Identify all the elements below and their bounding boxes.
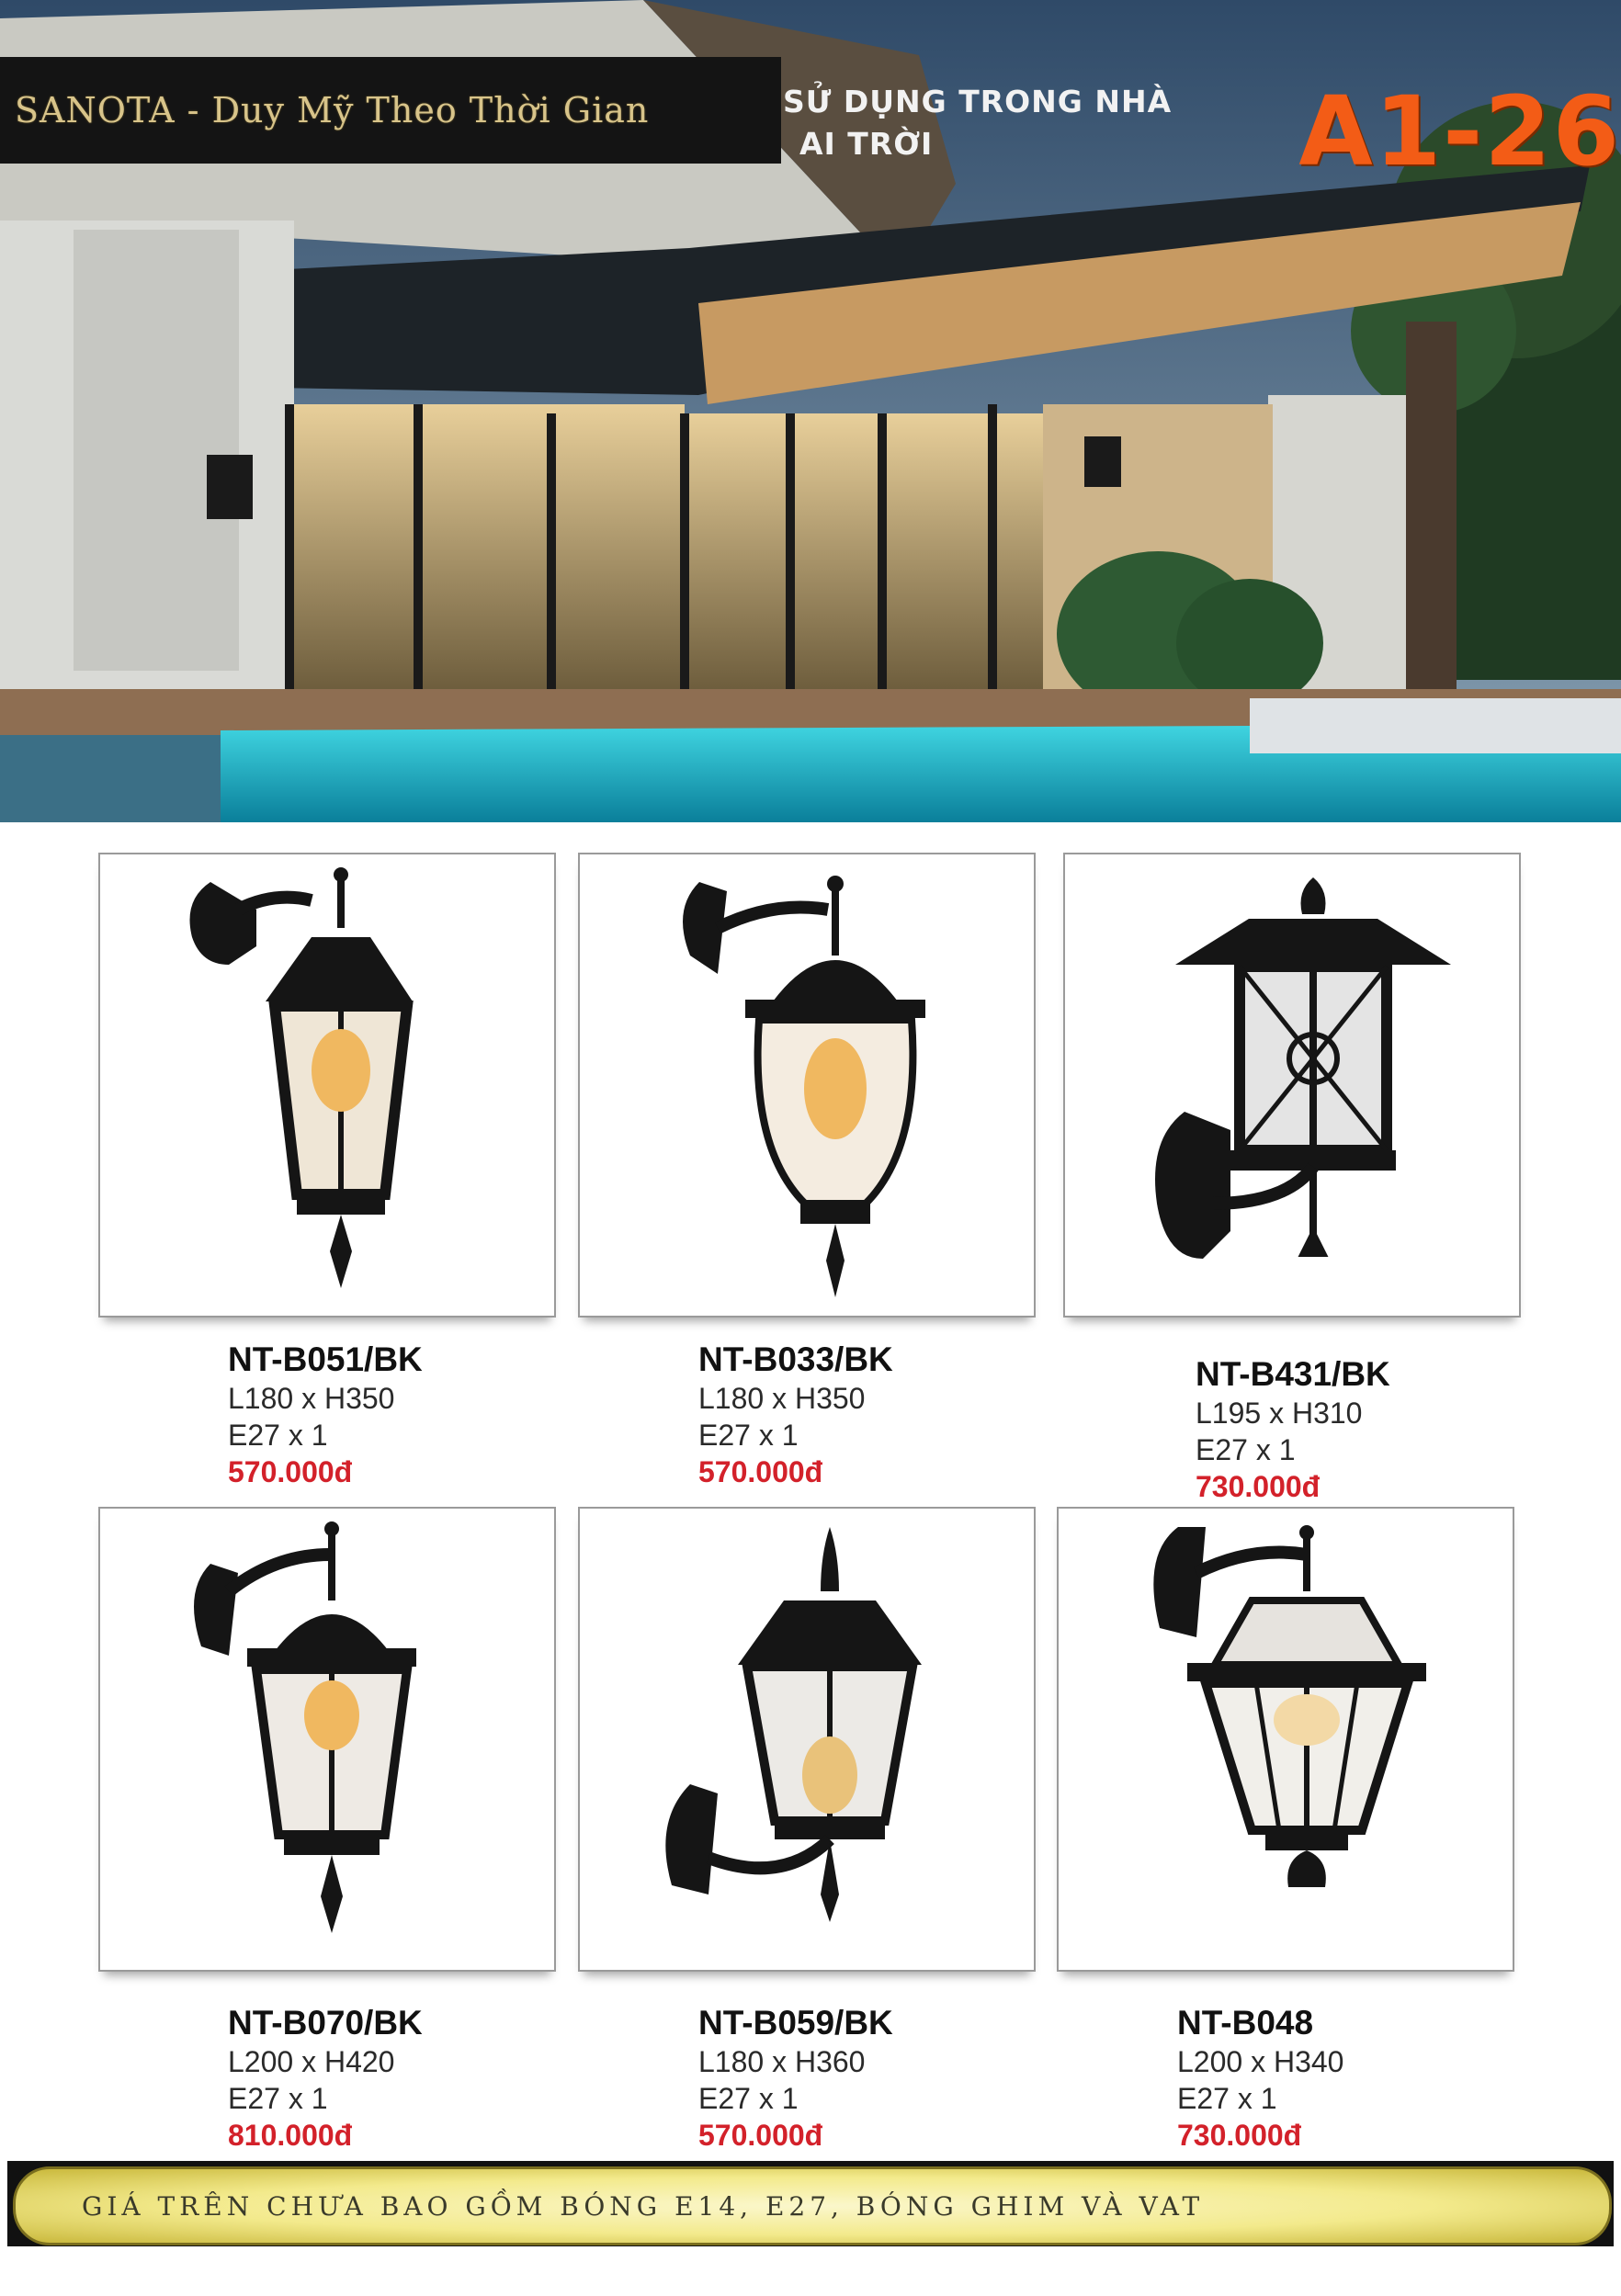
hero-title [783,81,1172,165]
product-model: NT-B048 [1177,2004,1314,2042]
wall-lantern-hanging-image [1059,1509,1513,1970]
product-image-card [98,1507,556,1972]
product-size: L180 x H350 [228,1382,395,1415]
product-bulb: E27 x 1 [1177,2082,1277,2115]
product-price: 730.000đ [1177,2119,1302,2152]
product-size: L200 x H340 [1177,2045,1344,2078]
product-model: NT-B033/BK [698,1340,893,1378]
wall-lantern-hanging-image [100,854,554,1316]
product-price: 730.000đ [1196,1470,1321,1503]
product-size: L180 x H360 [698,2045,866,2078]
product-image-card [1063,853,1521,1318]
product-bulb: E27 x 1 [1196,1433,1296,1466]
product-size: L180 x H350 [698,1382,866,1415]
wall-lantern-dome-image [580,854,1034,1316]
product-image-card [578,1507,1036,1972]
product-image-card [578,853,1036,1318]
product-info [698,1340,893,1490]
product-bulb: E27 x 1 [698,1419,799,1452]
product-image-card [1057,1507,1514,1972]
wall-lantern-upright-image [580,1509,1034,1970]
product-model: NT-B059/BK [698,2004,893,2042]
product-price: 570.000đ [698,2119,823,2152]
wall-lantern-hanging-image [100,1509,554,1970]
product-model: NT-B051/BK [228,1340,423,1378]
brand-name: SANOTA - Duy Mỹ Theo Thời Gian [15,90,650,130]
product-price: 570.000đ [698,1455,823,1488]
product-price: 810.000đ [228,2119,353,2152]
wall-lantern-upright-image [1065,854,1519,1316]
product-model: NT-B070/BK [228,2004,423,2042]
hero-banner [0,0,1621,822]
catalog-page-code: A1-26 [1298,75,1621,187]
product-size: L200 x H420 [228,2045,395,2078]
product-info [1196,1354,1390,1505]
product-info [1177,2003,1343,2154]
product-bulb: E27 x 1 [698,2082,799,2115]
product-size: L195 x H310 [1196,1397,1363,1430]
hero-title-line1: SỬ DỤNG TRONG NHÀ [783,84,1173,119]
hero-title-line2: AI TRỜI [799,126,934,162]
product-image-card [98,853,556,1318]
product-info [228,2003,423,2154]
product-info [698,2003,893,2154]
product-info [228,1340,423,1490]
product-model: NT-B431/BK [1196,1355,1390,1393]
footer-note-banner [13,2166,1612,2245]
footer-note: GIÁ TRÊN CHƯA BAO GỒM BÓNG E14, E27, BÓNG GHIM VÀ VAT [82,2190,1205,2222]
product-price: 570.000đ [228,1455,353,1488]
product-bulb: E27 x 1 [228,1419,328,1452]
brand-banner [0,57,781,164]
product-bulb: E27 x 1 [228,2082,328,2115]
